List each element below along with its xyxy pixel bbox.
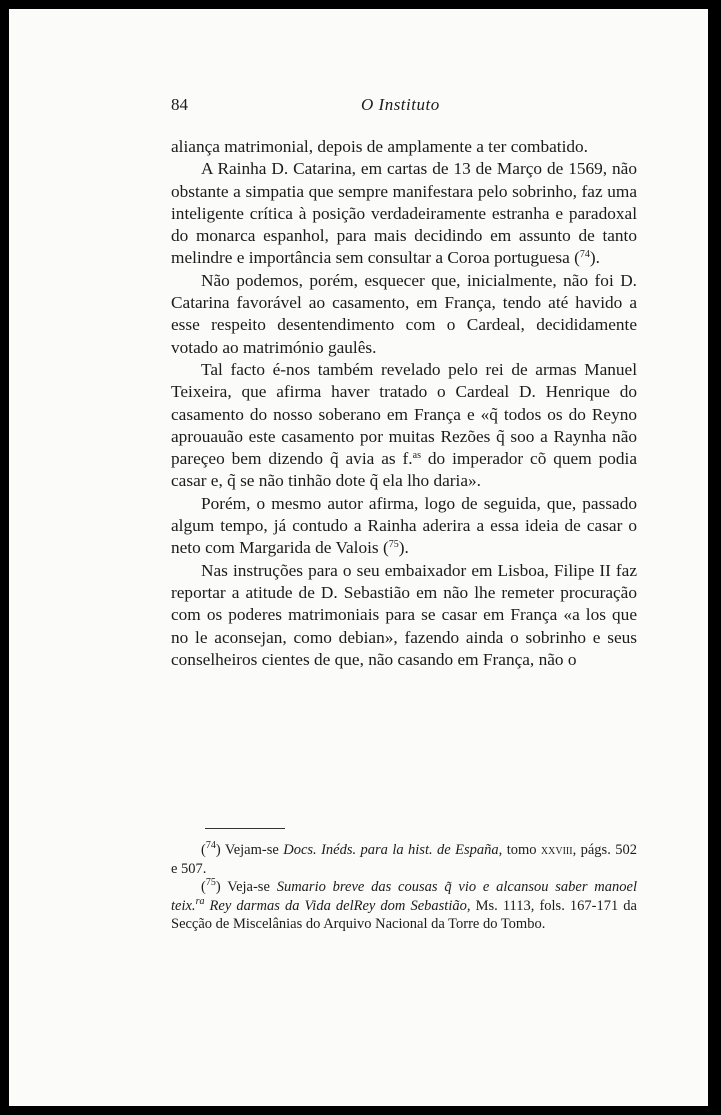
paragraph-2-text: A Rainha D. Catarina, em cartas de 13 de Março de 1569, não obstante a simpatia que sempre manifestara pelo sobrinho, faz uma inteligente crítica à posição verdadeiramente estranha e paradoxal do monarca espanhol, para mais decidindo em assunto de tanto melindre e importância sem consultar a Coroa portuguesa [171,159,637,268]
page-header [171,95,637,119]
paragraph-1: aliança matrimonial, depois de amplamente a ter combatido. [171,137,588,156]
paragraph-4 [171,359,637,493]
paragraph-5: Porém, o mesmo autor afirma, logo de seguida, que, passado algum tempo, já contudo a Rainha aderira a essa ideia de casar o neto com Margarida de Valois ($^{75}$). [171,493,637,558]
paragraph-2: A Rainha D. Catarina, em cartas de 13 de Março de 1569, não obstante a simpatia que sempre manifestara pelo sobrinho, faz uma inteligente crítica à posição verdadeiramente estranha e paradoxal do monarca espanhol, para mais decidindo em assunto de tanto melindre e importância sem consultar a Coroa portuguesa ($^{74}$). [171,159,637,268]
footnote-74-volume: xxviii [540,842,573,858]
paragraph-3: Não podemos, porém, esquecer que, inicialmente, não foi D. Catarina favorável ao casamento, em França, tendo até havido a esse respeito desentendimento com o Cardeal, decididamente votado ao matrimónio gaulês. [171,270,637,357]
footnote-ref-75: 75 [388,539,399,551]
page-number: 84 [171,95,188,114]
paragraph-5-text: Porém, o mesmo autor afirma, logo de seguida, que, passado algum tempo, já contudo a Rainha aderira a essa ideia de casar o neto com Margarida de Valois [171,493,637,558]
footnote-ref-74: 74 [579,249,590,261]
book-page [9,9,708,1106]
abbrev-superscript: as [412,450,421,462]
footnote-74-pages: , págs. 502 e 507. [171,842,637,877]
footnote-75: ($^{75}$) Veja-se Sumario breve das cousas q̃ vio e alcansou saber manoel teix.$^{ra}$ Rey darmas da Vida delRey dom Sebastião, Ms. 1113, fols. 167-171 da Secção de Miscelânias do Arquivo Nacional da Torre do Tombo. [171,877,637,933]
footnote-74-tomo: tomo [506,842,537,858]
footnote-75-title-b: Rey darmas da Vida delRey dom Sebastião, [204,897,471,914]
footnote-74-marker: 74 [205,840,216,851]
footnote-74-lead: Vejam-se [224,842,279,858]
footnote-75-source: Ms. 1113, fols. 167-171 da Secção de Miscelânias do Arquivo Nacional da Torre do Tombo. [171,897,637,933]
paragraph-4-text-a: Tal facto é-nos também revelado pelo rei de armas Manuel Teixeira, que afirma haver tratado o Cardeal D. Henrique do casamento do nosso soberano em França e «q̃ todos os do Reyno aprouauão este casamento por muitas Rezões q̃ soo a Raynha não pareçeo bem dizendo q̃ avia as f. [171,359,637,469]
footnote-75-marker: 75 [205,877,216,889]
paragraph-4-text-b: do imperador cõ quem podia casar e, q̃ se não tinhão dote q̃ ela lho daria». [171,449,637,491]
running-title: O Instituto [361,95,440,114]
main-text [171,136,637,671]
footnote-separator [205,828,285,829]
footnotes [171,841,637,934]
footnote-75-lead: Veja-se [227,879,270,896]
footnote-74-title: Docs. Inéds. para la hist. de España, [283,842,503,858]
footnote-75-superscript: ra [195,895,205,907]
paragraph-6: Nas instruções para o seu embaixador em Lisboa, Filipe II faz reportar a atitude de D. Sebastião em não lhe remeter procuração com os poderes matrimoniais para se casar em França «a los que no le aconsejan, como debian», fazendo ainda o sobrinho e seus conselheiros cientes de que, não casando em França, não o [171,560,637,669]
footnote-75-title-a: Sumario breve das cousas q̃ vio e alcansou saber manoel teix. [171,879,637,914]
footnote-74: ($^{74}$) Vejam-se Docs. Inéds. para la hist. de España, tomo xxviii, págs. 502 e 507. [171,840,637,877]
